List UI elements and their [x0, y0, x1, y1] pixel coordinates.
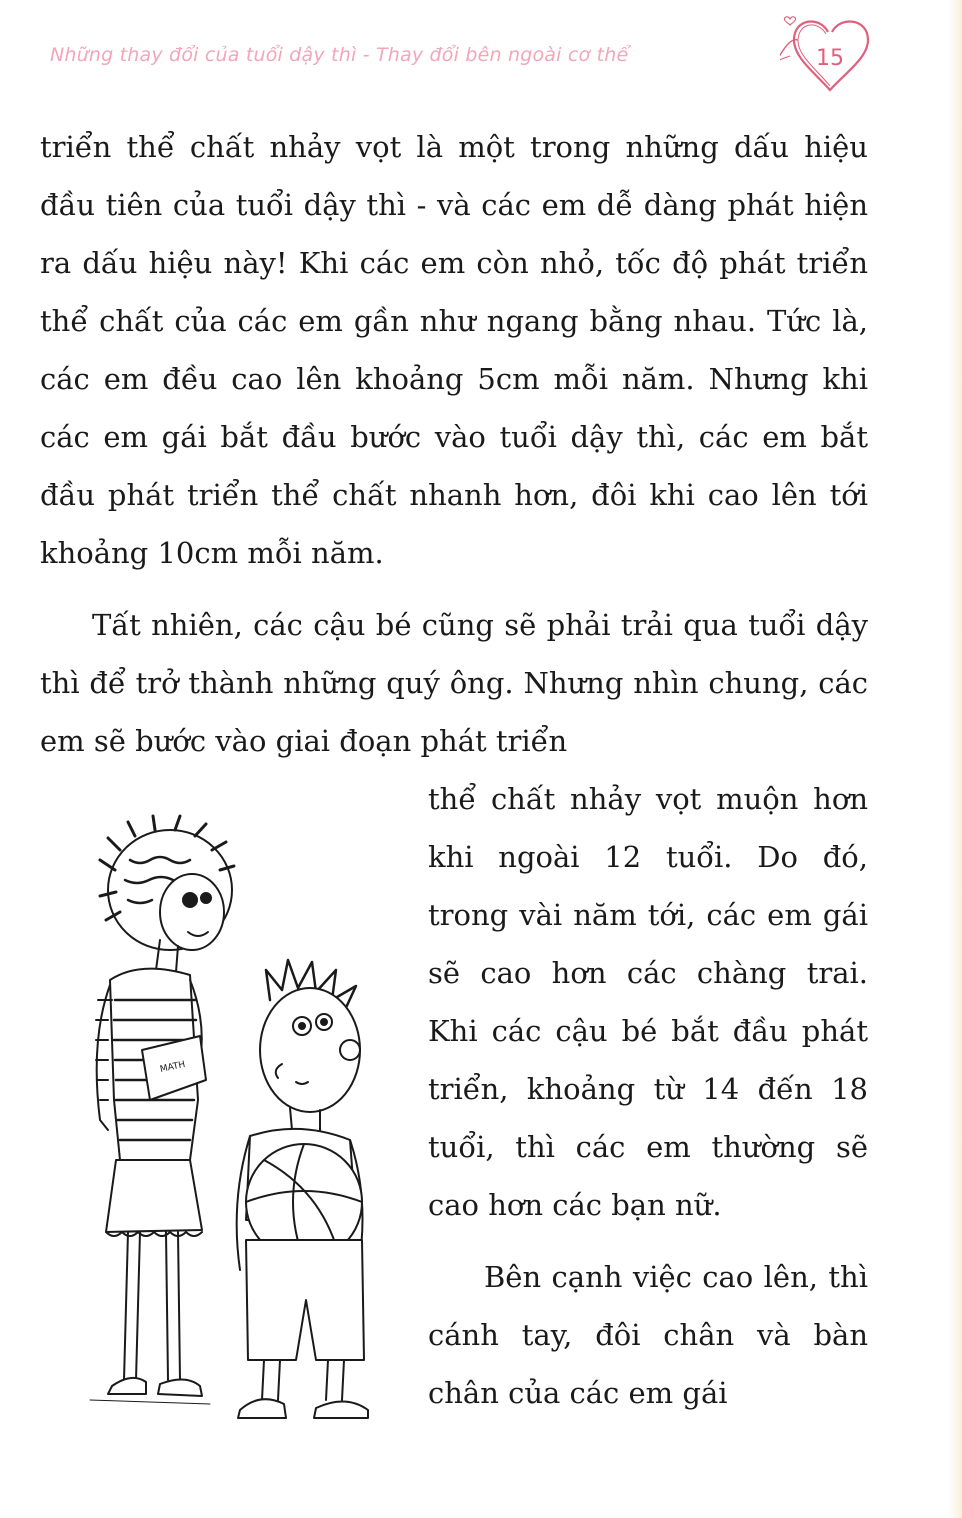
girl-and-boy-illustration — [20, 800, 420, 1420]
girl-figure — [90, 816, 234, 1404]
paragraph-2-top: Tất nhiên, các cậu bé cũng sẽ phải trải qua tuổi dậy thì để trở thành những quý ông. Nhưng nhìn chung, các em sẽ bước vào giai đoạn phát triển — [40, 608, 868, 758]
paragraph-2-wrapped: thể chất nhảy vọt muộn hơn khi ngoài 12 tuổi. Do đó, trong vài năm tới, các em gái sẽ cao hơn các chàng trai. Khi các cậu bé bắt đầu phát triển, khoảng từ 14 đến 18 tuổi, thì các em thường sẽ cao hơn các bạn nữ. — [428, 782, 868, 1222]
page-number: 15 — [816, 46, 844, 71]
book-label: MATH — [159, 1059, 187, 1075]
paragraph-3: Bên cạnh việc cao lên, thì cánh tay, đôi chân và bàn chân của các em gái — [428, 1260, 868, 1410]
paragraph-1: triển thể chất nhảy vọt là một trong những dấu hiệu đầu tiên của tuổi dậy thì - và các em dễ dàng phát hiện ra dấu hiệu này! Khi các em còn nhỏ, tốc độ phát triển thể chất của các em gần như ngang bằng nhau. Tức là, các em đều cao lên khoảng 5cm mỗi năm. Nhưng khi các em gái bắt đầu bước vào tuổi dậy thì, các em bắt đầu phát triển thể chất nhanh hơn, đôi khi cao lên tới khoảng 10cm mỗi năm. — [40, 130, 868, 570]
page-edge — [948, 0, 962, 1518]
boy-figure — [220, 960, 380, 1420]
body-text — [40, 118, 868, 770]
wrapped-text-column — [428, 770, 868, 1422]
running-header: Những thay đổi của tuổi dậy thì - Thay đổi bên ngoài cơ thể — [50, 44, 629, 66]
